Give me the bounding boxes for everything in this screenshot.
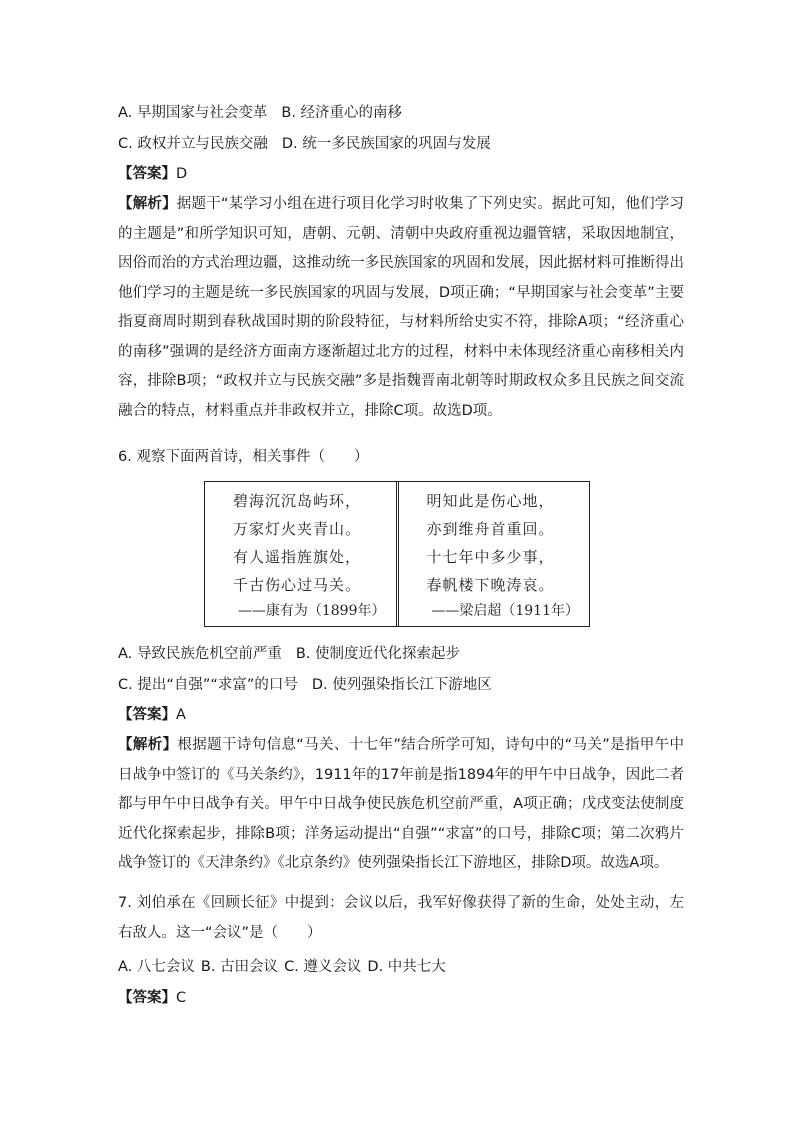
q5-option-b: B. 经济重心的南移 [281, 105, 403, 121]
q5-option-a: A. 早期国家与社会变革 [118, 105, 268, 121]
answer-tag: 【答案】 [118, 990, 176, 1006]
poem-left [205, 482, 396, 626]
poem-right-line: 十七年中多少事， [426, 548, 555, 566]
q6-answer [118, 705, 186, 725]
q5-answer [118, 164, 187, 184]
q7-option-a: A. 八七会议 [118, 959, 195, 975]
q6-options-row1 [118, 644, 460, 664]
q5-options-row1 [118, 103, 402, 123]
q5-options-row2 [118, 134, 491, 154]
q5-answer-value: D [176, 166, 188, 182]
poem-left-line: 碧海沉沉岛屿环， [233, 492, 362, 510]
poem-right-line: 亦到维舟首重回。 [426, 520, 555, 538]
q5-option-d: D. 统一多民族国家的巩固与发展 [281, 136, 491, 152]
poem-left-line: 有人遥指旌旗处， [233, 548, 362, 566]
q6-option-b: B. 使制度近代化探索起步 [295, 646, 461, 662]
q6-analysis [118, 731, 684, 879]
analysis-tag: 【解析】 [118, 737, 178, 753]
q7-answer-value: C [176, 990, 187, 1006]
poem-right-author: ——梁启超（1911年） [431, 603, 579, 619]
answer-tag: 【答案】 [118, 166, 176, 182]
poem-right-line: 明知此是伤心地， [426, 492, 555, 510]
q7-option-d: D. 中共七大 [367, 959, 446, 975]
q7-question: 7. 刘伯承在《回顾长征》中提到：会议以后，我军好像获得了新的生命，处处主动，左右敌人。这一“会议”是（ ） [118, 895, 684, 941]
poem-right [396, 482, 590, 626]
poem-right-line: 春帆楼下晚涛哀。 [426, 576, 555, 594]
q5-analysis-text: 据题干“某学习小组在进行项目化学习时收集了下列史实。据此可知，他们学习的主题是”和所学知识可知，唐朝、元朝、清朝中央政府重视边疆管辖，采取因地制宜，因俗而治的方式治理边疆，这推动统一多民族国家的巩固和发展，因此据材料可推断得出他们学习的主题是统一多民族国家的巩固与发展，D项正确；“早期国家与社会变革”主要指夏商周时期到春秋战国时期的阶段特征，与材料所给史实不符，排除A项；“经济重心的南移”强调的是经济方面南方逐渐超过北方的过程，材料中未体现经济重心南移相关内容，排除B项；“政权并立与民族交融”多是指魏晋南北朝等时期政权众多且民族之间交流融合的特点，材料重点并非政权并立，排除C项。故选D项。 [118, 196, 685, 419]
poem-box [204, 481, 590, 627]
q6-options-row2 [118, 675, 492, 695]
q6-option-a: A. 导致民族危机空前严重 [118, 646, 282, 662]
q7-answer [118, 988, 186, 1008]
analysis-tag: 【解析】 [118, 196, 177, 212]
q6-answer-value: A [176, 707, 186, 723]
poem-left-line: 万家灯火夹青山。 [233, 520, 362, 538]
q6-option-d: D. 使列强染指长江下游地区 [311, 677, 492, 693]
q6-question: 6. 观察下面两首诗，相关事件（ ） [118, 449, 369, 465]
q7-option-c: C. 遵义会议 [284, 959, 362, 975]
q7-option-b: B. 古田会议 [200, 959, 279, 975]
answer-tag: 【答案】 [118, 707, 176, 723]
q5-option-c: C. 政权并立与民族交融 [118, 136, 268, 152]
q6-option-c: C. 提出“自强”“求富”的口号 [118, 677, 298, 693]
poem-left-line: 千古伤心过马关。 [233, 576, 362, 594]
q6-analysis-text: 根据题干诗句信息“马关、十七年”结合所学可知，诗句中的“马关”是指甲午中日战争中签订的《马关条约》，1911年的17年前是指1894年的甲午中日战争，因此二者都与甲午中日战争有关。甲午中日战争使民族危机空前严重，A项正确；戊戌变法使制度近代化探索起步，排除B项；洋务运动提出“自强”“求富”的口号，排除C项；第二次鸦片战争签订的《天津条约》《北京条约》使列强染指长江下游地区，排除D项。故选A项。 [118, 737, 685, 871]
q7-options [118, 957, 446, 977]
q5-analysis [118, 190, 684, 426]
poem-left-author: ——康有为（1899年） [237, 603, 386, 619]
